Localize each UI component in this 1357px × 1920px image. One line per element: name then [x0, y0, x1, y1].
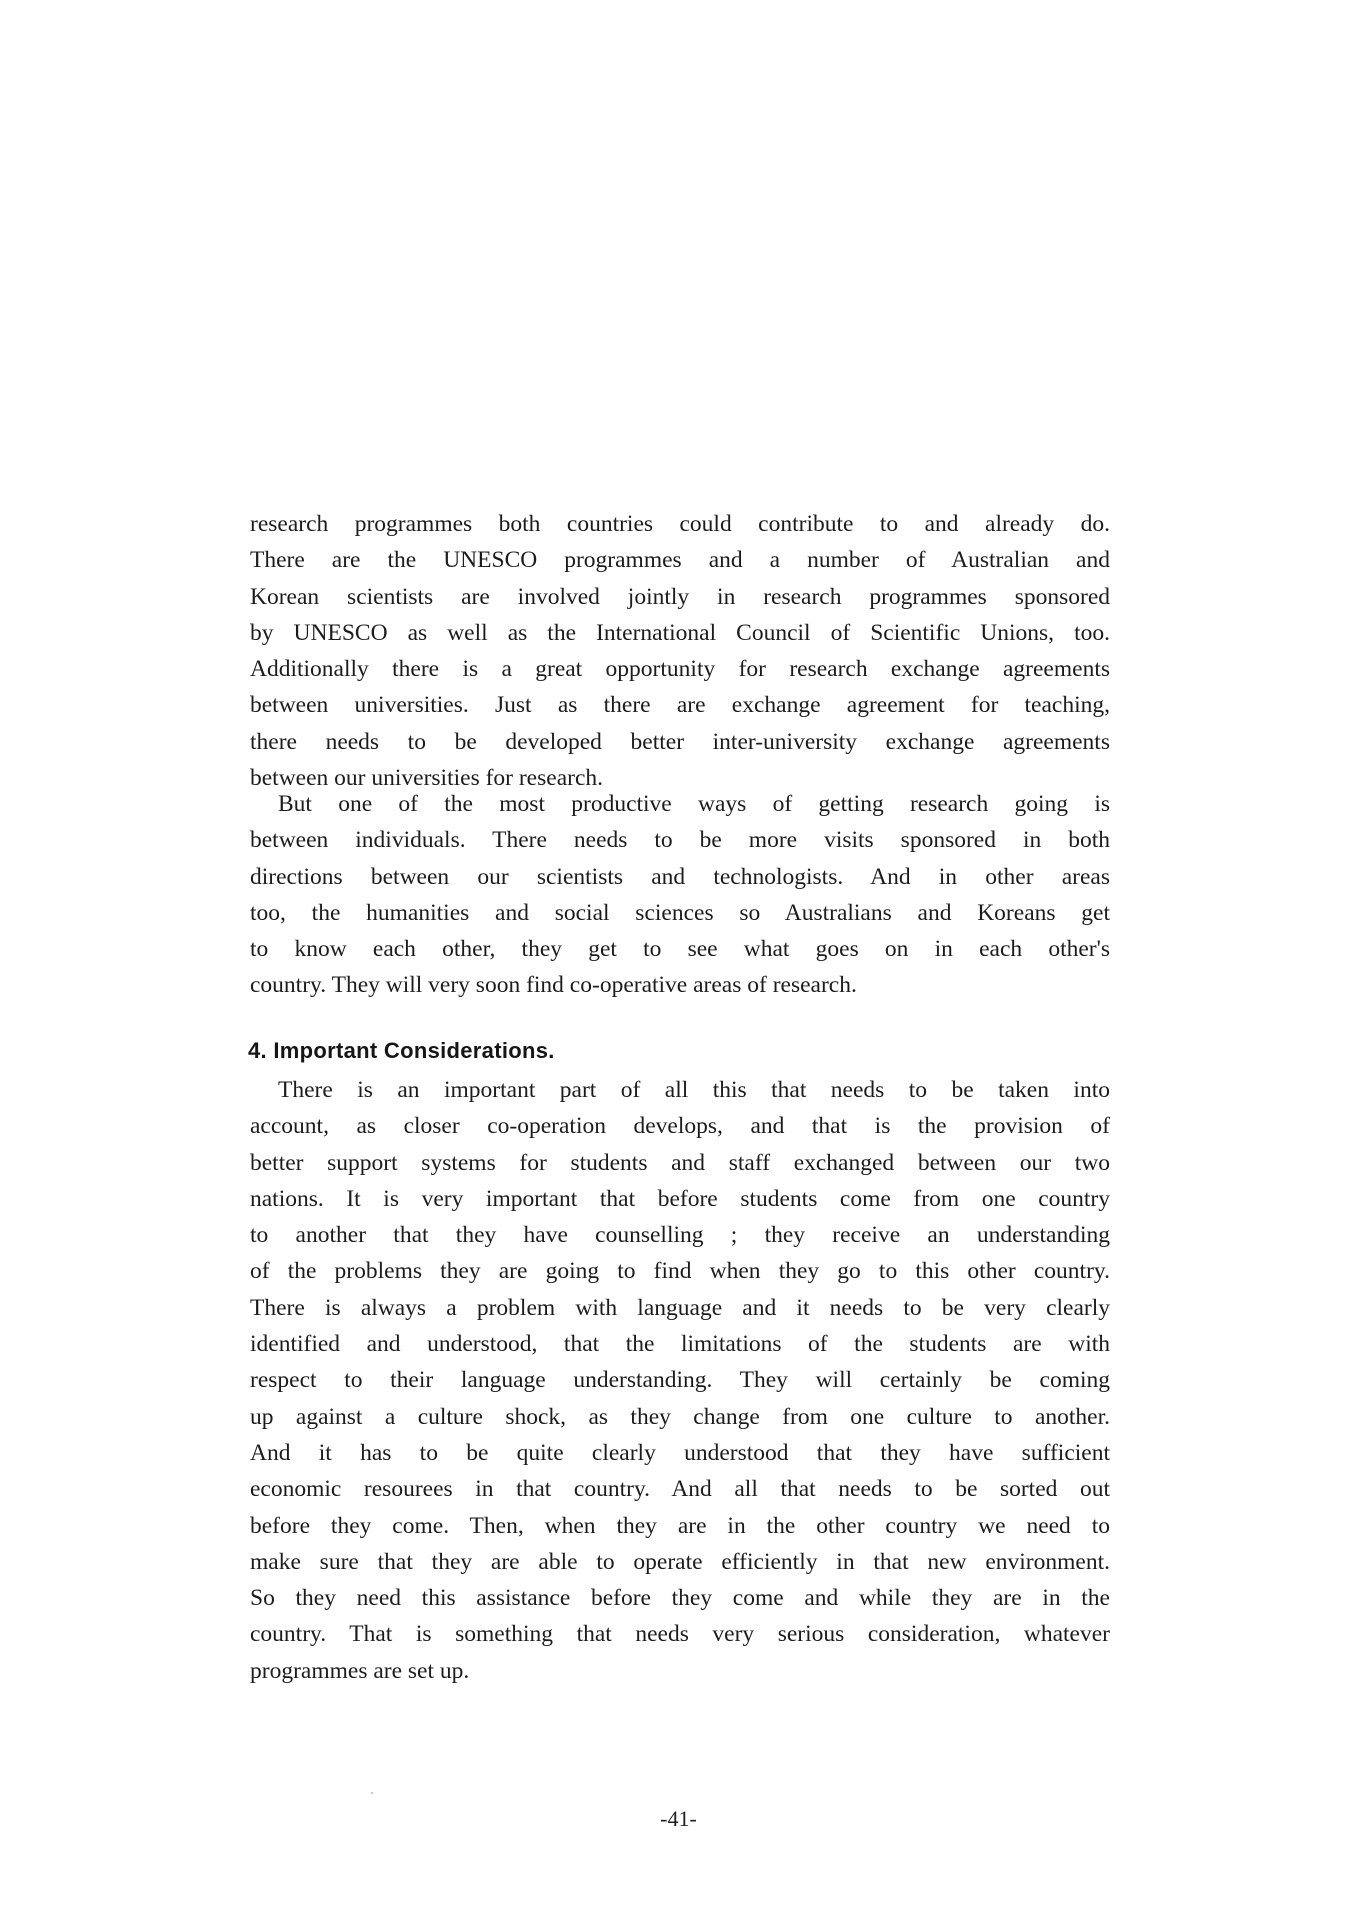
text-line: nations. It is very important that before students come from one country [250, 1185, 1110, 1212]
text-line: programmes are set up. [250, 1657, 470, 1684]
text-line: between universities. Just as there are exchange agreement for teaching, [250, 692, 1110, 719]
text-line: Additionally there is a great opportunity for research exchange agreements [250, 656, 1110, 683]
text-line: before they come. Then, when they are in the other country we need to [250, 1512, 1110, 1539]
text-line: research programmes both countries could contribute to and already do. [250, 511, 1110, 537]
text-line: There are the UNESCO programmes and a number of Australian and [250, 547, 1110, 574]
text-line: country. They will very soon find co-operative areas of research. [250, 972, 857, 999]
text-line: to another that they have counselling ; they receive an understanding [250, 1222, 1110, 1249]
text-line: But one of the most productive ways of getting research going is [278, 791, 1110, 817]
text-line: directions between our scientists and technologists. And in other areas [250, 863, 1110, 890]
text-line: there needs to be developed better inter-university exchange agreements [250, 728, 1110, 755]
text-line: up against a culture shock, as they change from one culture to another. [250, 1403, 1110, 1430]
paragraph-research-programmes [250, 506, 1110, 796]
scan-artifact [371, 1792, 373, 1794]
text-line: between individuals. There needs to be more visits sponsored in both [250, 827, 1110, 854]
text-line: country. That is something that needs very serious consideration, whatever [250, 1621, 1110, 1648]
text-line: There is an important part of all this that needs to be taken into [278, 1077, 1110, 1103]
section-heading: 4. Important Considerations. [248, 1038, 555, 1063]
text-line: too, the humanities and social sciences so Australians and Koreans get [250, 899, 1110, 926]
text-line: by UNESCO as well as the International Council of Scientific Unions, too. [250, 619, 1110, 646]
page-number: -41- [660, 1806, 697, 1831]
text-line: economic resourees in that country. And all that needs to be sorted out [250, 1476, 1110, 1503]
text-line: better support systems for students and staff exchanged between our two [250, 1149, 1110, 1176]
text-line: account, as closer co-operation develops, and that is the provision of [250, 1113, 1110, 1140]
paragraph-support-systems [250, 1072, 1110, 1689]
text-line: So they need this assistance before they come and while they are in the [250, 1585, 1110, 1612]
text-line: Korean scientists are involved jointly in research programmes sponsored [250, 583, 1110, 610]
text-line: There is always a problem with language and it needs to be very clearly [250, 1294, 1110, 1321]
text-line: make sure that they are able to operate efficiently in that new environment. [250, 1548, 1110, 1575]
text-line: between our universities for research. [250, 765, 604, 792]
text-line: to know each other, they get to see what goes on in each other's [250, 936, 1110, 963]
paragraph-individual-visits [250, 786, 1110, 1004]
text-line: of the problems they are going to find when they go to this other country. [250, 1258, 1110, 1285]
text-line: identified and understood, that the limitations of the students are with [250, 1331, 1110, 1358]
text-line: And it has to be quite clearly understood that they have sufficient [250, 1439, 1110, 1466]
text-line: respect to their language understanding. They will certainly be coming [250, 1367, 1110, 1394]
